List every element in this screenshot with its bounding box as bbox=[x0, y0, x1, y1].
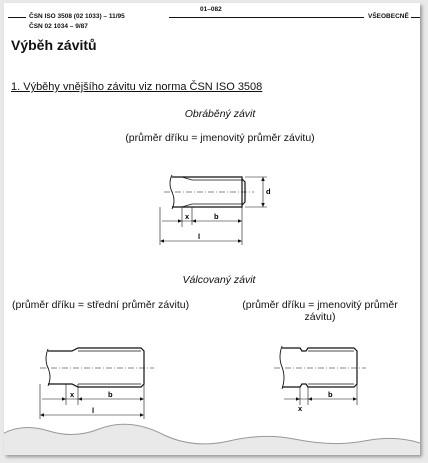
rolled-thread-right-condition: (průměr dříku = jmenovitý průměr závitu) bbox=[242, 299, 398, 323]
rolled-left-dim-x: x bbox=[70, 390, 75, 399]
machined-dim-x: x bbox=[185, 212, 190, 221]
header-sheet-code: 01–082 bbox=[200, 6, 222, 13]
rolled-right-dim-b: b bbox=[328, 390, 333, 399]
header-standard-main: ČSN ISO 3508 (02 1033) – 11/95 bbox=[29, 13, 125, 20]
machined-thread-caption: Obráběný závit bbox=[184, 108, 256, 120]
rolled-thread-caption: Válcovaný závit bbox=[182, 274, 256, 286]
page-title: Výběh závitů bbox=[11, 37, 97, 53]
machined-thread-condition: (průměr dříku = jmenovitý průměr závitu) bbox=[125, 132, 315, 144]
section-heading: 1. Výběhy vnějšího závitu viz norma ČSN ISO 3508 bbox=[11, 81, 263, 93]
header-standard-related: ČSN 02 1034 – 9/87 bbox=[29, 23, 88, 30]
rolled-left-dim-b: b bbox=[108, 390, 113, 399]
rolled-right-dim-x: x bbox=[298, 404, 303, 413]
rolled-left-dim-l: l bbox=[92, 406, 95, 415]
header-category: VŠEOBECNĚ bbox=[368, 13, 409, 20]
document-page bbox=[4, 3, 420, 455]
torn-page-edge bbox=[4, 3, 420, 455]
machined-dim-l: l bbox=[198, 232, 201, 241]
rolled-thread-left-condition: (průměr dříku = střední průměr závitu) bbox=[12, 299, 190, 311]
machined-dim-b: b bbox=[214, 212, 219, 221]
machined-dim-d: d bbox=[266, 187, 271, 196]
